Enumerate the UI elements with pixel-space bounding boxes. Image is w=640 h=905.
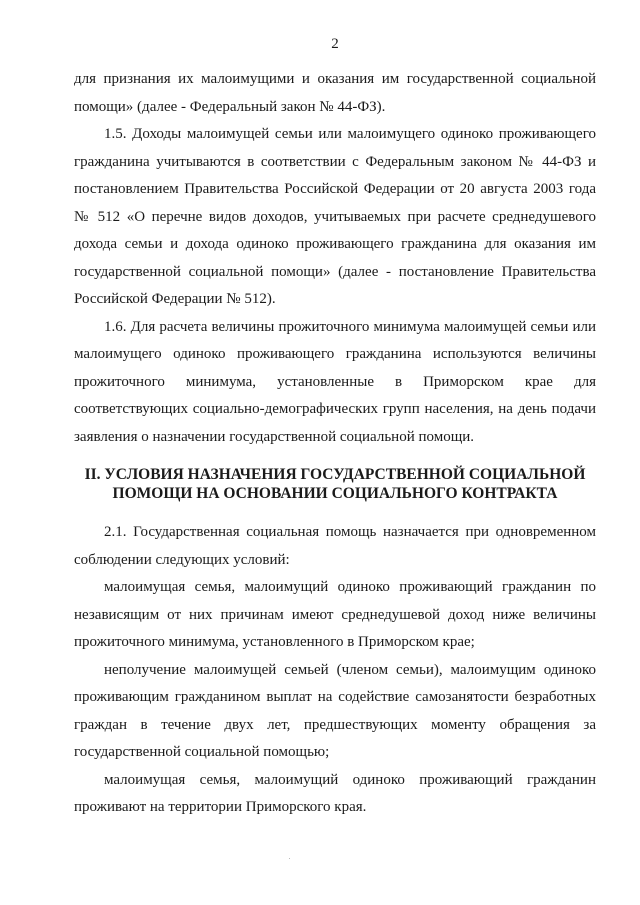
condition-no-payments: неполучение малоимущей семьей (членом семьи), малоимущим одиноко проживающим гражданином выплат на содействие самозанятости безработных граждан в течение двух лет, предшествующих моменту обращения за государственной социальной помощью; <box>74 661 596 760</box>
paragraph-1-5: 1.5. Доходы малоимущей семьи или малоимущего одиноко проживающего гражданина учитываются в соответствии с Федеральным законом № 44-ФЗ и постановлением Правительства Российской Федерации от 20 августа 2003 года № 512 «О перечне видов доходов, учитываемых при расчете среднедушевого дохода семьи и дохода одиноко проживающего гражданина для оказания им государственной социальной помощи» (далее - постановление Правительства Российской Федерации № 512). <box>74 126 596 307</box>
condition-income: малоимущая семья, малоимущий одиноко проживающий гражданин по независящим от них причинам имеют среднедушевой доход ниже величины прожиточного минимума, установленного в Приморском крае; <box>74 579 596 650</box>
condition-residence: малоимущая семья, малоимущий одиноко проживающий гражданин проживают на территории Приморского края. <box>74 771 596 815</box>
spacer <box>74 451 596 465</box>
section-heading: II. УСЛОВИЯ НАЗНАЧЕНИЯ ГОСУДАРСТВЕННОЙ СОЦИАЛЬНОЙ ПОМОЩИ НА ОСНОВАНИИ СОЦИАЛЬНОГО КОНТРАКТА <box>84 466 586 502</box>
scan-speck <box>289 858 290 859</box>
paragraph-2-1: 2.1. Государственная социальная помощь назначается при одновременном соблюдении следующих условий: <box>74 524 596 568</box>
paragraph-continuation: для признания их малоимущими и оказания им государственной социальной помощи» (далее - Федеральный закон № 44-ФЗ). <box>74 71 596 115</box>
document-body <box>74 66 596 822</box>
spacer <box>74 503 596 519</box>
page-number: 2 <box>331 36 339 52</box>
paragraph-1-6: 1.6. Для расчета величины прожиточного минимума малоимущей семьи или малоимущего одиноко проживающего гражданина используются величины прожиточного минимума, установленные в Приморском крае для соответствующих социально-демографических групп населения, на день подачи заявления о назначении государственной социальной помощи. <box>74 318 596 445</box>
